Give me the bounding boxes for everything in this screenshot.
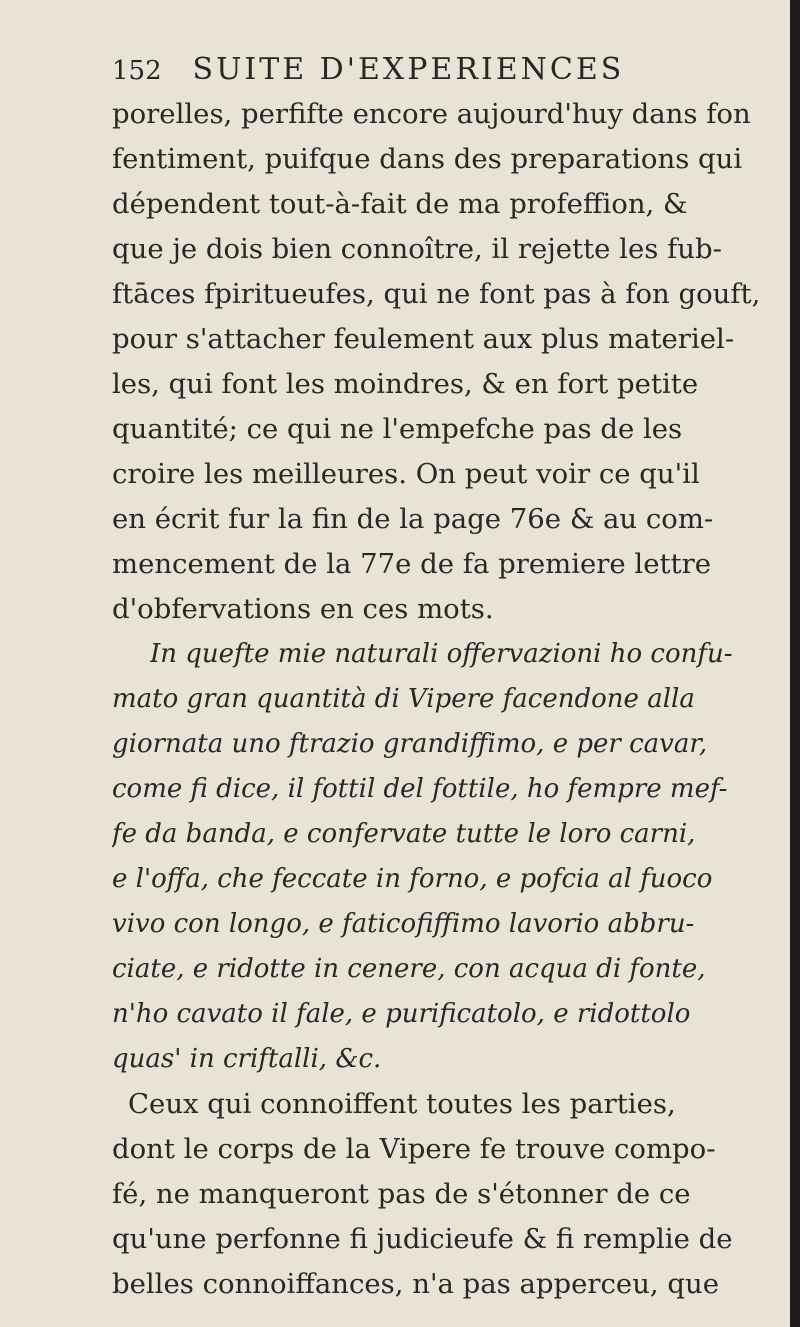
text-line: d'obfervations en ces mots.: [112, 593, 494, 625]
running-title: SUITE D'EXPERIENCES: [192, 52, 625, 87]
quote-line: quas' in criftalli, &c.: [112, 1044, 382, 1074]
quote-line: In quefte mie naturali offervazioni ho confu-: [150, 639, 733, 669]
quote-line: mato gran quantità di Vipere facendone alla: [112, 684, 695, 714]
text-line: porelles, perfifte encore aujourd'huy dans fon: [112, 98, 751, 130]
text-line: dépendent tout-à-fait de ma profeffion, &: [112, 188, 688, 220]
quote-line: n'ho cavato il fale, e purificatolo, e ridottolo: [112, 999, 691, 1029]
text-line: croire les meilleures. On peut voir ce qu'il: [112, 458, 700, 490]
text-line: Ceux qui connoiffent toutes les parties,: [128, 1088, 676, 1120]
page-number: 152: [112, 56, 162, 86]
quote-line: vivo con longo, e faticofiffimo lavorio abbru-: [112, 909, 695, 939]
text-line: dont le corps de la Vipere fe trouve compo-: [112, 1133, 716, 1165]
quote-line: fe da banda, e confervate tutte le loro carni,: [112, 819, 696, 849]
text-line: en écrit fur la fin de la page 76e & au com-: [112, 503, 714, 535]
page-header: [112, 48, 772, 92]
text-line: mencement de la 77e de fa premiere lettre: [112, 548, 712, 580]
text-line: qu'une perfonne fi judicieufe & fi remplie de: [112, 1223, 733, 1255]
text-line: ftāces fpiritueufes, qui ne font pas à fon gouft,: [112, 278, 761, 310]
text-line: que je dois bien connoître, il rejette les fub-: [112, 233, 722, 265]
text-line: belles connoiffances, n'a pas apperceu, que: [112, 1268, 719, 1300]
text-line: quantité; ce qui ne l'empefche pas de les: [112, 413, 683, 445]
text-line: fentiment, puifque dans des preparations qui: [112, 143, 743, 175]
quote-line: come fi dice, il fottil del fottile, ho fempre mef-: [112, 774, 728, 804]
quote-line: giornata uno ftrazio grandiffimo, e per cavar,: [112, 729, 708, 759]
quote-line: e l'offa, che feccate in forno, e pofcia al fuoco: [112, 864, 713, 894]
text-line: les, qui font les moindres, & en fort petite: [112, 368, 699, 400]
page-edge: [790, 0, 800, 1327]
text-line: pour s'attacher feulement aux plus materiel-: [112, 323, 735, 355]
quote-line: ciate, e ridotte in cenere, con acqua di fonte,: [112, 954, 706, 984]
text-line: fé, ne manqueront pas de s'étonner de ce: [112, 1178, 691, 1210]
